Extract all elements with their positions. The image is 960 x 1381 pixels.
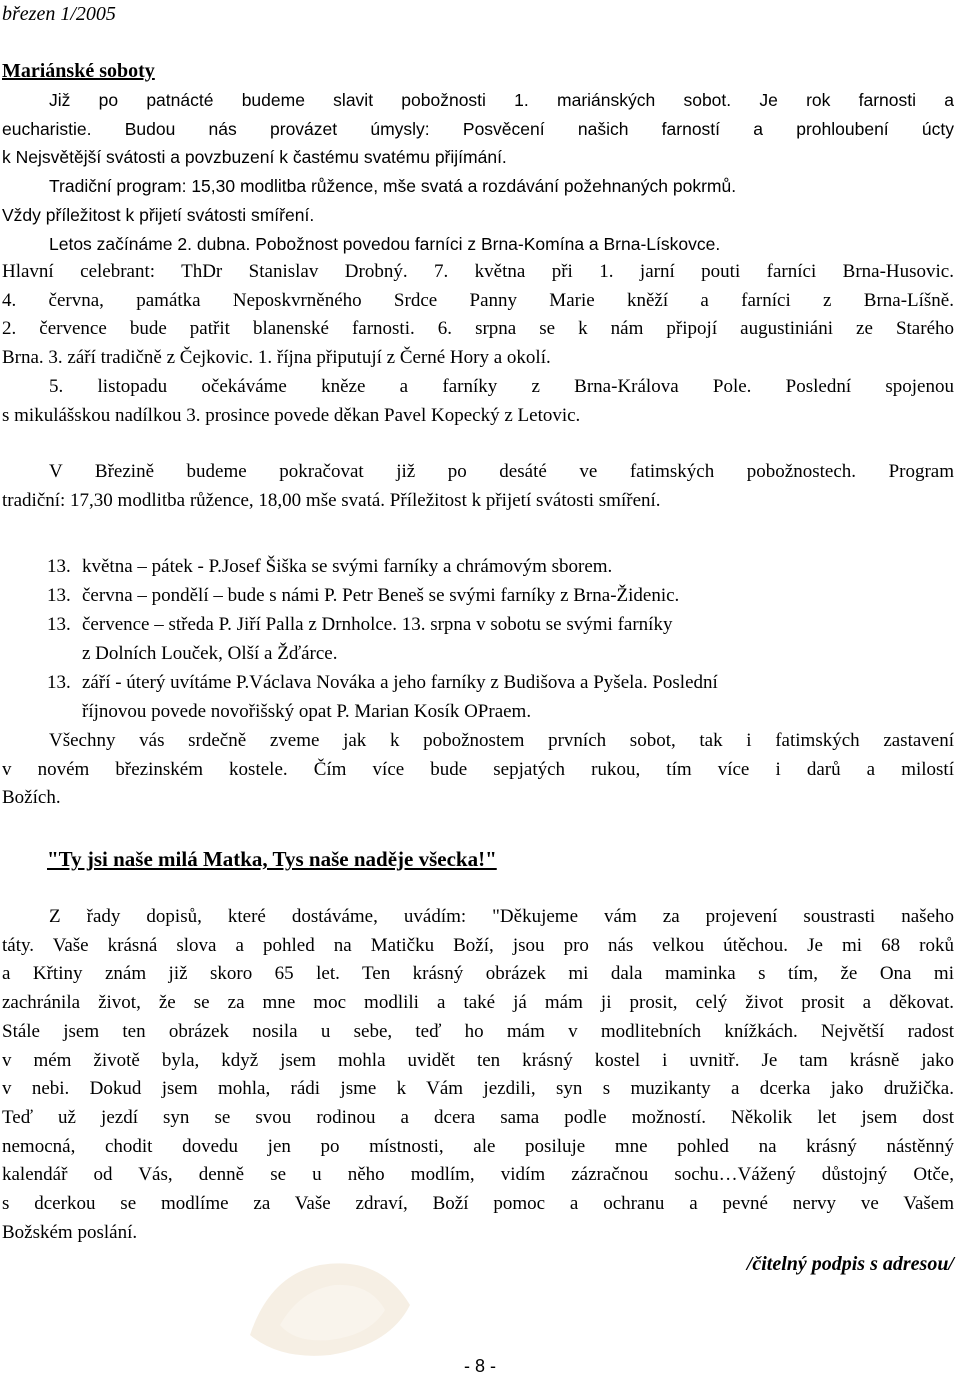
letter-line: nemocná, chodit dovedu jen po místnosti, ale posiluje mne pohled na krásný nástěnný [2, 1135, 954, 1157]
intro-line: Letos začínáme 2. dubna. Pobožnost povedou farníci z Brna-Komína a Brna-Lískovce. [49, 233, 721, 254]
letter-paragraph [2, 903, 954, 1247]
fatima-paragraph [2, 458, 954, 515]
intro-line: 5. listopadu očekáváme kněze a farníky z Brna-Králova Pole. Poslední spojenou [49, 375, 954, 397]
watermark-image [210, 1215, 450, 1365]
intro-line: Brna. 3. září tradičně z Čejkovic. 1. října připutují z Černé Hory a okolí. [2, 347, 551, 369]
schedule-day: 13. [47, 614, 71, 635]
letter-line: s dcerkou se modlíme za Vaše zdraví, Boží pomoc a ochranu a pevné nervy ve Vašem [2, 1193, 954, 1215]
schedule-item [47, 611, 954, 640]
invitation-paragraph [2, 727, 954, 813]
schedule-continuation: z Dolních Louček, Olší a Žďárce. [82, 643, 338, 664]
intro-paragraph [2, 86, 954, 258]
letter-line: Z řady dopisů, které dostáváme, uvádím: "Děkujeme vám za projevení soustrasti našeho [49, 906, 954, 927]
letter-line: Stále jsem ten obrázek nosila u sebe, teď ho mám v modlitebních knížkách. Největší radost [2, 1020, 954, 1042]
schedule-day: 13. [47, 585, 71, 606]
letter-line: Teď už jezdí syn se svou rodinou a dcera sama podle možností. Několik let jsem dost [2, 1106, 954, 1128]
section-title: Mariánské soboty [2, 60, 155, 82]
intro-line: Již po patnácté budeme slavit pobožnosti 1. mariánských sobot. Je rok farnosti a [49, 90, 954, 110]
letter-line: kalendář od Vás, denně se u něho modlím, vidím zázračnou sochu…Vážený důstojný Otče, [2, 1164, 954, 1186]
letter-line: zachránila život, že se za mne moc modlili a také já mám ji prosit, celý život prosit a děkovat. [2, 992, 954, 1014]
intro-line: Tradiční program: 15,30 modlitba růžence, mše svatá a rozdávání požehnaných pokrmů. [49, 176, 737, 197]
letter-line: a Křtiny znám již skoro 65 let. Ten krásný obrázek mi dala maminka s tím, že Ona mi [2, 963, 954, 985]
letter-line: Božském poslání. [2, 1221, 138, 1243]
quote-heading: "Ty jsi naše milá Matka, Tys naše naděje všecka!" [47, 847, 497, 871]
intro-line: s mikulášskou nadílkou 3. prosince povede děkan Pavel Kopecký z Letovic. [2, 404, 581, 426]
schedule-text: května – pátek - P.Josef Šiška se svými farníky a chrámovým sborem. [82, 556, 613, 577]
invite-line: Všechny vás srdečně zveme jak k pobožnostem prvních sobot, tak i fatimských zastavení [49, 730, 954, 751]
schedule-text: září - úterý uvítáme P.Václava Nováka a jeho farníky z Budišova a Pyšela. Poslední [82, 672, 718, 693]
intro-line: k Nejsvětější svátosti a povzbuzení k častému svatému přijímání. [2, 147, 507, 168]
intro-line: Vždy příležitost k přijetí svátosti smíření. [2, 204, 315, 225]
intro-line: 2. července bude patřit blanenské farnosti. 6. srpna se k nám připojí augustiniáni ze Starého [2, 318, 954, 340]
intro-line: eucharistie. Budou nás provázet úmysly: Posvěcení našich farností a prohloubení úcty [2, 118, 954, 139]
letter-line: v nebi. Dokud jsem mohla, rádi jsme k Vám jezdili, syn s muzikanty a dcerka jako družička. [2, 1078, 954, 1100]
pilgrimage-list [2, 258, 954, 430]
issue-date: březen 1/2005 [2, 3, 116, 25]
page-number: - 8 - [463, 1356, 496, 1376]
schedule-text: června – pondělí – bude s námi P. Petr Beneš se svými farníky z Brna-Židenic. [82, 585, 680, 606]
letter-line: v mém životě byla, když jsem mohla uvidět ten krásný kostel i uvnitř. Je tam krásně jako [2, 1049, 954, 1071]
fatima-line: V Březině budeme pokračovat již po desáté ve fatimských pobožnostech. Program [49, 461, 954, 482]
intro-line: Hlavní celebrant: ThDr Stanislav Drobný. 7. května při 1. jarní pouti farníci Brna-Husovic. [2, 261, 954, 282]
schedule-day: 13. [47, 556, 71, 577]
schedule-item [47, 582, 679, 611]
schedule-item [47, 553, 612, 582]
schedule-day: 13. [47, 672, 71, 693]
letter-line: táty. Vaše krásná slova a pohled na Matičku Boží, jsou pro nás velkou útěchou. Je mi 68 roků [2, 934, 954, 956]
invite-line: v novém březinském kostele. Čím více bude sepjatých rukou, tím více i darů a milostí [2, 758, 954, 780]
schedule-text: července – středa P. Jiří Palla z Drnholce. 13. srpna v sobotu se svými farníky [82, 614, 673, 635]
schedule-continuation: říjnovou povede novořišský opat P. Marian Kosík OPraem. [82, 701, 532, 722]
invite-line: Božích. [2, 787, 61, 809]
fatima-line: tradiční: 17,30 modlitba růžence, 18,00 mše svatá. Příležitost k přijetí svátosti smíření. [2, 489, 661, 511]
schedule-item [47, 669, 718, 698]
signature: /čitelný podpis s adresou/ [746, 1253, 954, 1275]
intro-line: 4. června, památka Neposkvrněného Srdce Panny Marie kněží a farníci z Brna-Líšně. [2, 289, 954, 311]
